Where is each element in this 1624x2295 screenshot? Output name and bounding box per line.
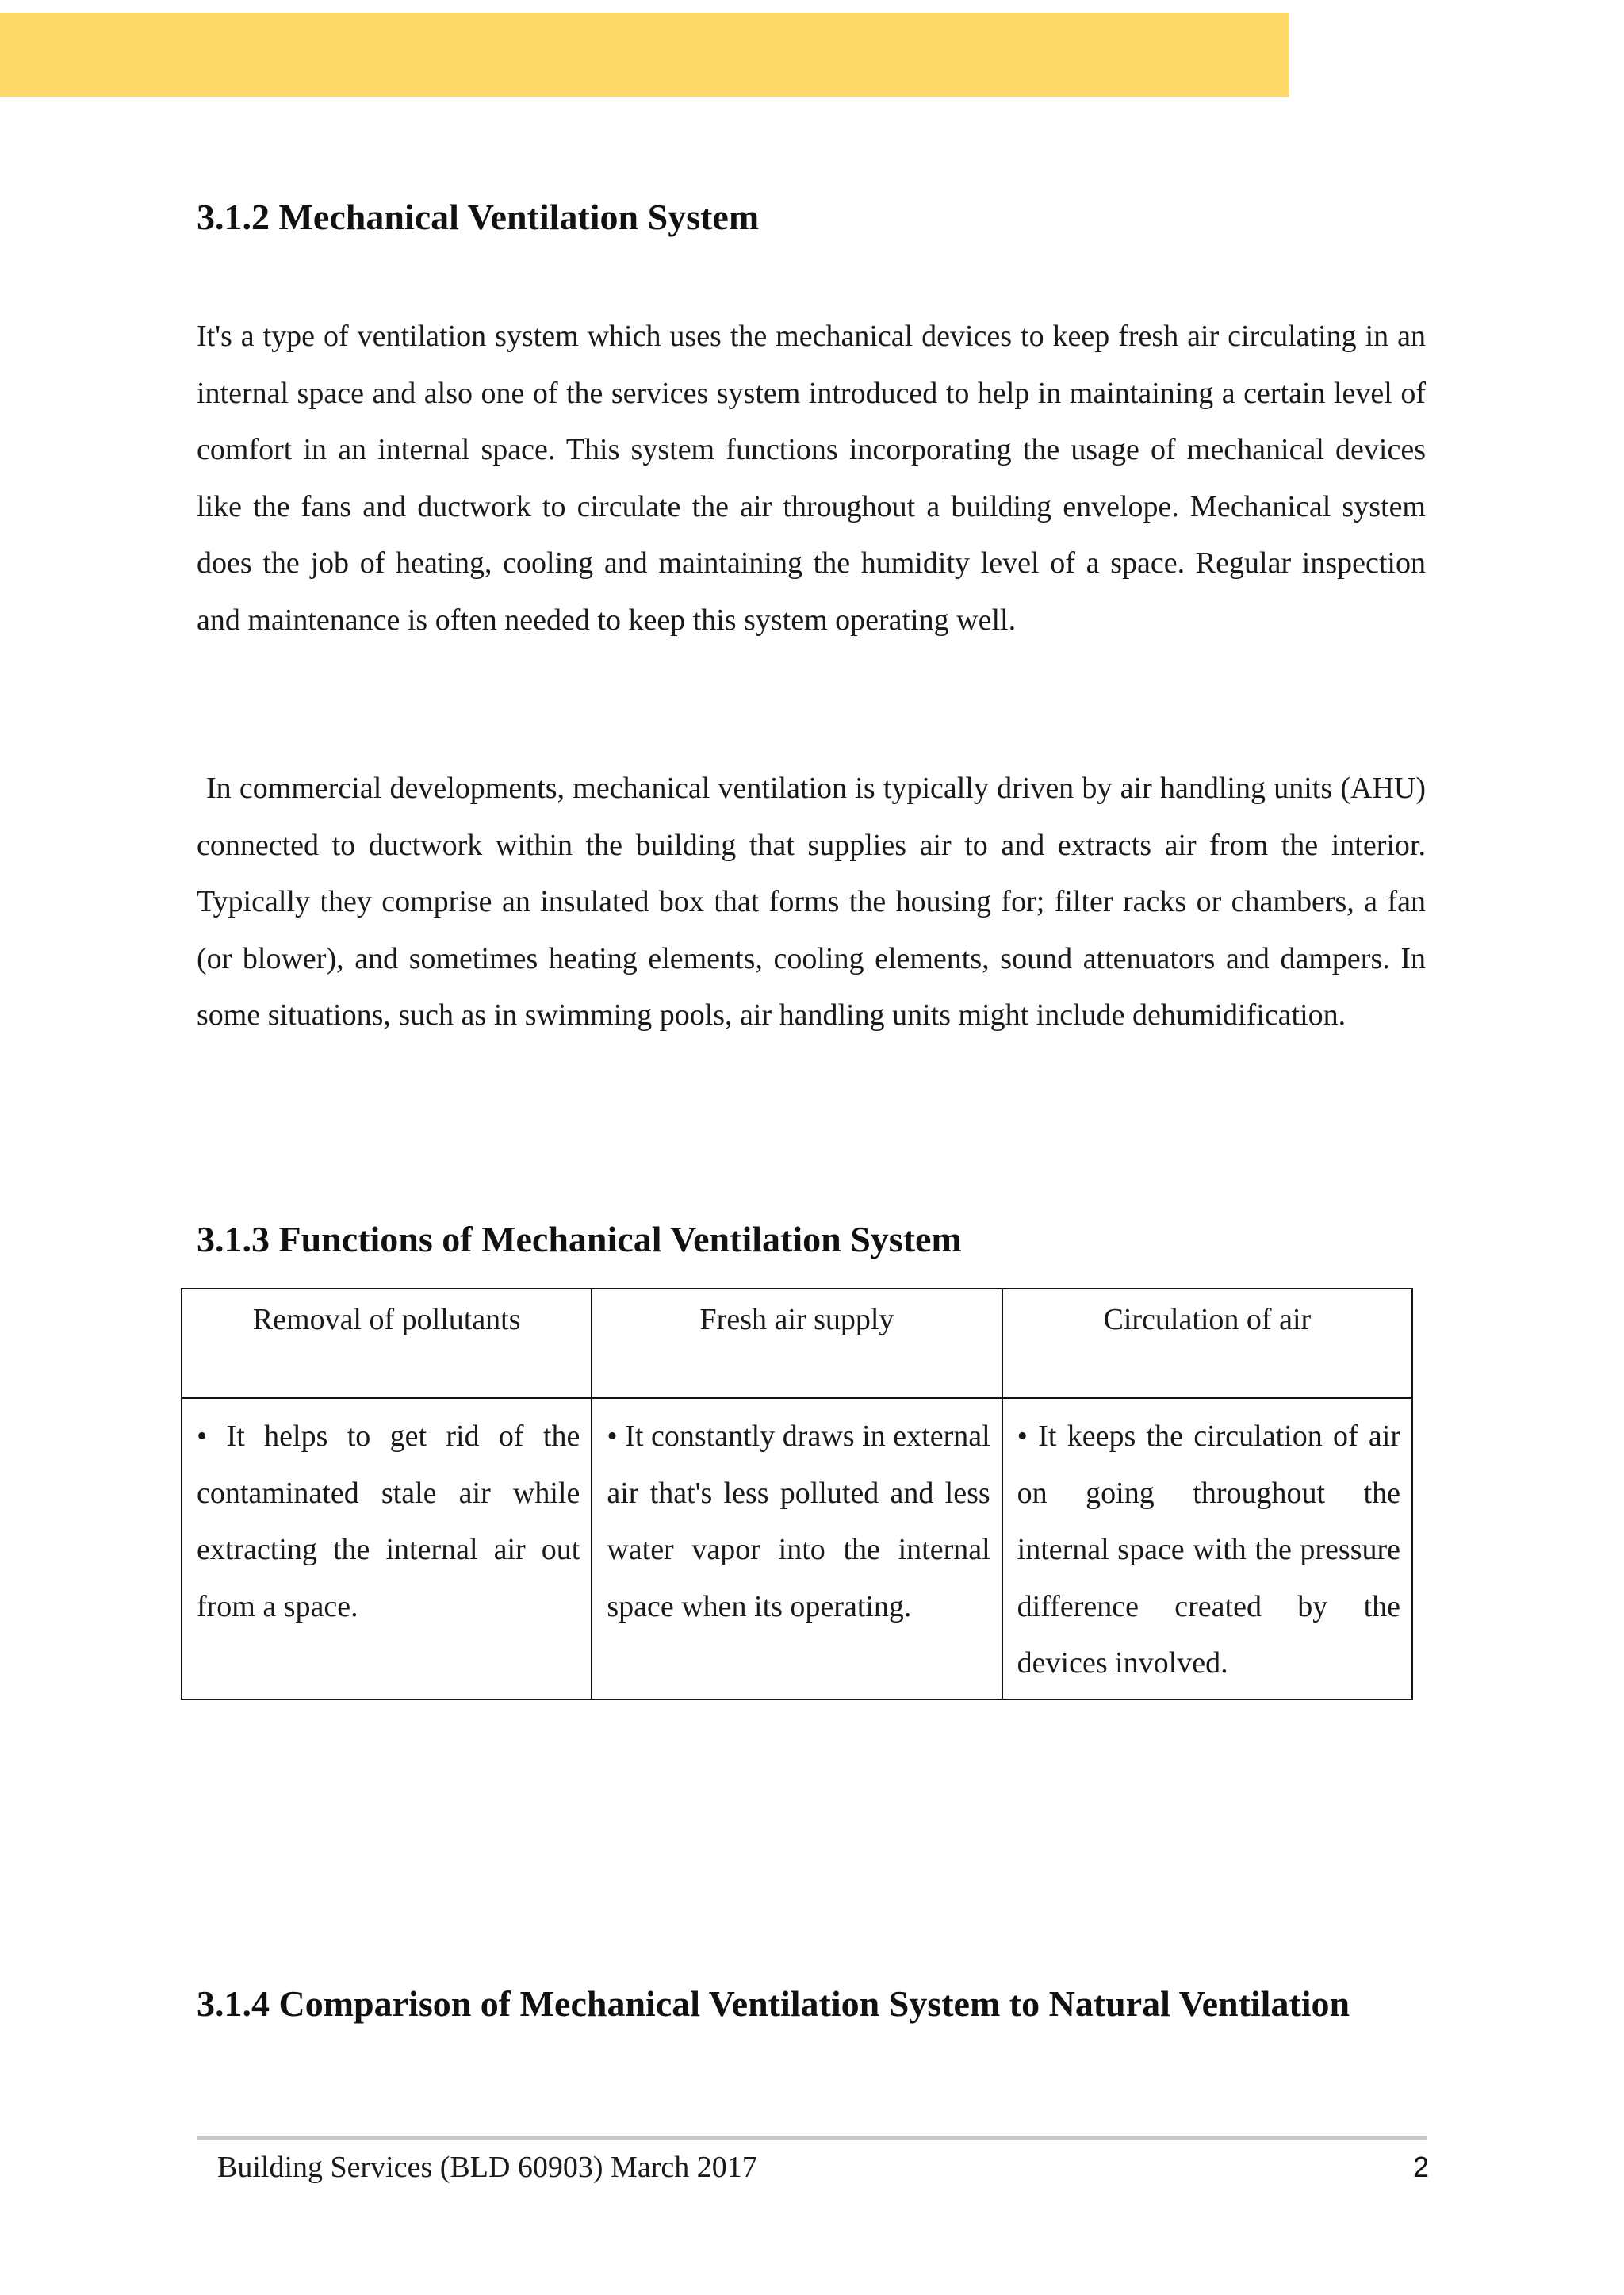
- table-header-circulation-of-air: Circulation of air: [1002, 1289, 1412, 1398]
- footer-divider: [197, 2136, 1427, 2140]
- paragraph-air-handling-units: In commercial developments, mechanical ventilation is typically driven by air handling units (AHU) connected to ductwork within the building that supplies air to and extracts air from the interior. Typically they comprise an insulated box that forms the housing for; filter racks or chambers, a fan (or blower), and sometimes heating elements, cooling elements, sound attenuators and dampers. In some situations, such as in swimming pools, air handling units might include dehumidification.: [197, 772, 1426, 1032]
- page-number: 2: [1412, 2151, 1429, 2183]
- paragraph-mechanical-ventilation-intro: It's a type of ventilation system which uses the mechanical devices to keep fresh air circulating in an internal space and also one of the services system introduced to help in maintaining a certain level of comfort in an internal space. This system functions incorporating the usage of mechanical devices like the fans and ductwork to circulate the air throughout a building envelope. Mechanical system does the job of heating, cooling and maintaining the humidity level of a space. Regular inspection and maintenance is often needed to keep this system operating well.: [197, 320, 1426, 637]
- section-heading-3-1-3: 3.1.3 Functions of Mechanical Ventilation System: [197, 1219, 962, 1259]
- functions-table: [181, 1288, 1413, 1700]
- table-cell-removal-of-pollutants: • It helps to get rid of the contaminated stale air while extracting the internal air out from a space.: [182, 1398, 592, 1699]
- section-heading-3-1-2: 3.1.2 Mechanical Ventilation System: [197, 197, 760, 237]
- section-heading-3-1-4: 3.1.4 Comparison of Mechanical Ventilation System to Natural Ventilation: [197, 1983, 1350, 2024]
- table-cell-fresh-air-supply: • It constantly draws in external air that's less polluted and less water vapor into the internal space when its operating.: [592, 1398, 1002, 1699]
- table-header-fresh-air-supply: Fresh air supply: [592, 1289, 1002, 1398]
- header-color-band: [0, 13, 1289, 97]
- table-cell-circulation-of-air: • It keeps the circulation of air on going throughout the internal space with the pressure difference created by the devices involved.: [1002, 1398, 1412, 1699]
- functions-table-body-row: [182, 1398, 1412, 1699]
- footer-course-label: Building Services (BLD 60903) March 2017: [217, 2151, 757, 2184]
- table-header-removal-of-pollutants: Removal of pollutants: [182, 1289, 592, 1398]
- functions-table-header-row: [182, 1289, 1412, 1398]
